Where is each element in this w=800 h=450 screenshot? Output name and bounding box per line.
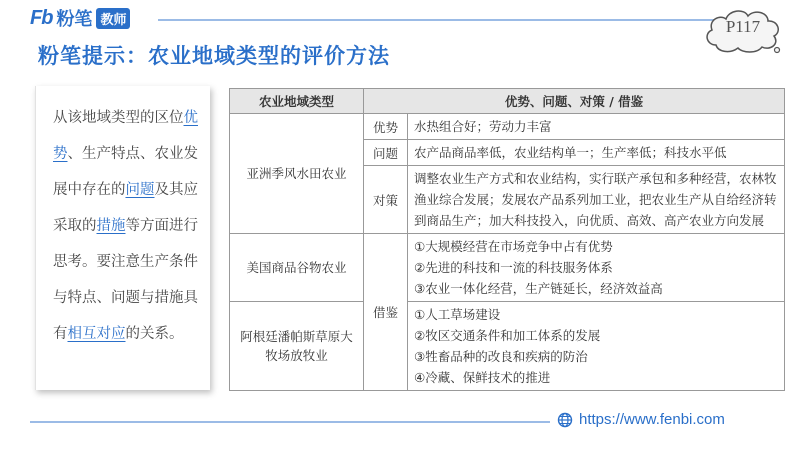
note-highlight-correspond: 相互对应 (67, 326, 126, 342)
website-link[interactable]: https://www.fenbi.com (579, 411, 725, 428)
header-details: 优势、问题、对策 / 借鉴 (364, 89, 785, 114)
page-number: P117 (725, 17, 761, 36)
header-region: 农业地域类型 (230, 89, 364, 114)
logo-mark: Fb (30, 6, 53, 29)
note-text-4: 等方面进行思考。要注意生产条件与特点、问题与措施具有 (53, 218, 198, 342)
list-item: ②牧区交通条件和加工体系的发展 (414, 328, 601, 343)
argentina-items (408, 302, 785, 391)
aspect-problem: 问题 (364, 140, 408, 166)
asia-problem: 农产品商品率低，农业结构单一；生产率低；科技水平低 (408, 140, 785, 166)
note-text-1: 从该地域类型的区位 (53, 110, 184, 126)
table-header-row (230, 89, 785, 114)
list-item: ①人工草场建设 (414, 307, 501, 322)
page-title: 粉笔提示：农业地域类型的评价方法 (38, 44, 390, 68)
usa-items (408, 234, 785, 302)
aspect-advantage: 优势 (364, 114, 408, 140)
list-item: ③农业一体化经营，生产链延长，经济效益高 (414, 281, 663, 296)
asia-measure: 调整农业生产方式和农业结构，实行联产承包和多种经营，农林牧渔业综合发展；发展农产品系列加工业，把农业生产从自给经济转到商品生产；加大科技投入，向优质、高效、高产农业方向发展 (408, 166, 785, 234)
aspect-borrow: 借鉴 (364, 234, 408, 391)
tip-note-text (53, 100, 200, 352)
list-item: ①大规模经营在市场竞争中占有优势 (414, 239, 613, 254)
table-row (230, 302, 785, 391)
logo-badge: 教师 (96, 8, 130, 29)
note-text-3: 及其应采取的 (53, 182, 198, 234)
table-row (230, 234, 785, 302)
asia-advantage: 水热组合好；劳动力丰富 (408, 114, 785, 140)
list-item: ④冷藏、保鲜技术的推进 (414, 370, 551, 385)
footer-url (557, 411, 725, 428)
logo-name: 粉笔 (56, 9, 93, 30)
region-usa: 美国商品谷物农业 (230, 234, 364, 302)
note-highlight-measure: 措施 (96, 218, 126, 234)
list-item: ②先进的科技和一流的科技服务体系 (414, 260, 613, 275)
aspect-measure: 对策 (364, 166, 408, 234)
note-text-5: 的关系。 (125, 326, 184, 342)
tip-note-box (35, 86, 210, 390)
region-argentina: 阿根廷潘帕斯草原大牧场放牧业 (230, 302, 364, 391)
table-row (230, 114, 785, 140)
note-text-2: 、生产特点、农业发展中存在的 (53, 146, 198, 198)
agriculture-evaluation-table (229, 88, 785, 391)
note-highlight-advantage: 优势 (53, 110, 198, 162)
region-asia: 亚洲季风水田农业 (230, 114, 364, 234)
note-highlight-problem: 问题 (125, 182, 155, 198)
header-divider (158, 19, 718, 21)
footer-divider (30, 421, 550, 423)
list-item: ③牲畜品种的改良和疾病的防治 (414, 349, 588, 364)
globe-icon (557, 412, 573, 428)
page-number-cloud (702, 5, 784, 55)
fenbi-logo (30, 7, 130, 29)
